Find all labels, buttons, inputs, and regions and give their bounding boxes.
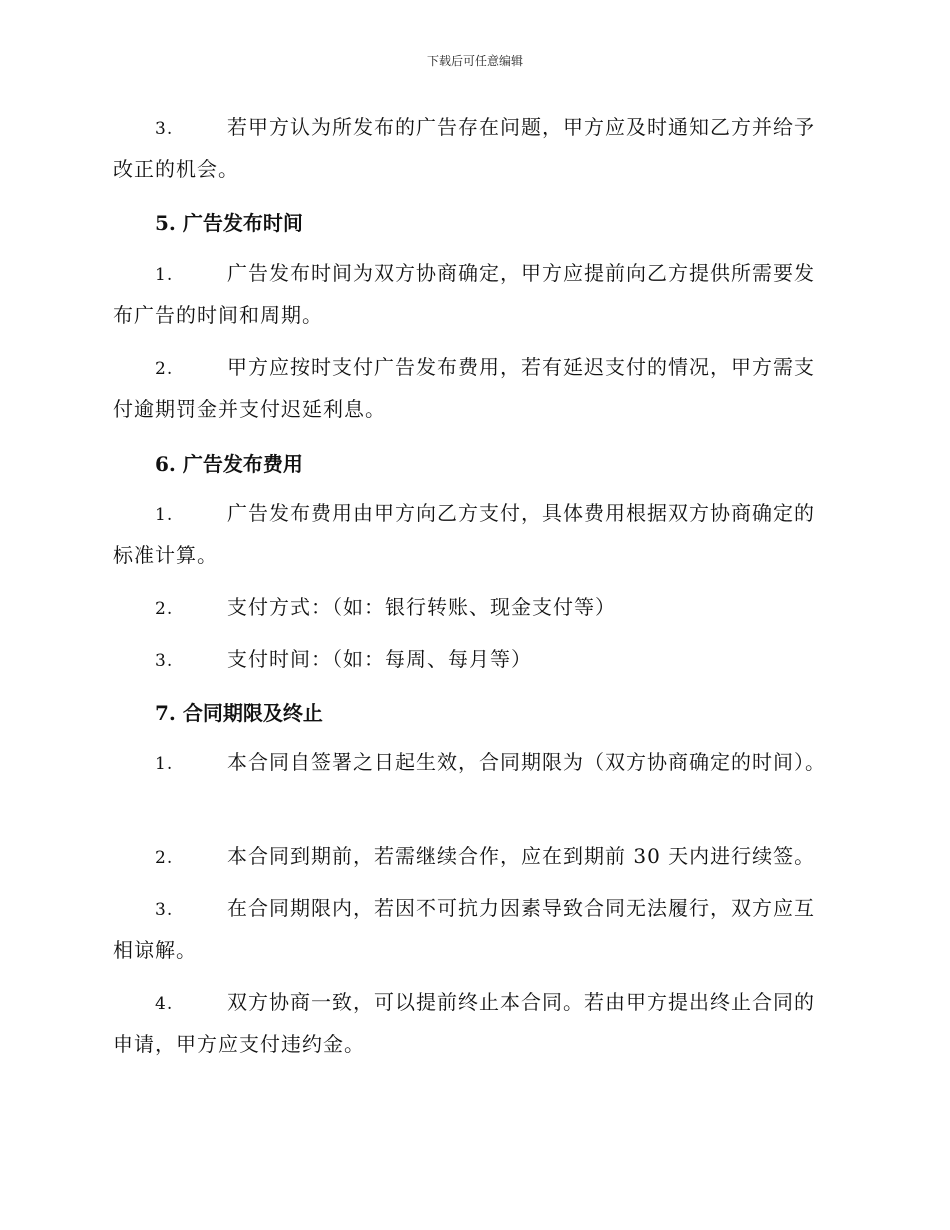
list-item <box>113 982 833 1064</box>
list-item <box>113 742 833 784</box>
item-text: 双方协商一致，可以提前终止本合同。若由甲方提出终止合同的申请，甲方应支付违约金。 <box>113 990 815 1056</box>
item-number: 2. <box>155 848 174 868</box>
section-heading: 7. 合同期限及终止 <box>155 701 323 725</box>
list-item <box>113 107 833 189</box>
list-item <box>113 888 833 970</box>
item-text: 甲方应按时支付广告发布费用，若有延迟支付的情况，甲方需支付逾期罚金并支付迟延利息。 <box>113 355 815 421</box>
list-item <box>113 253 833 335</box>
item-text: 支付时间：（如：每周、每月等） <box>227 647 532 671</box>
item-number: 4. <box>155 994 174 1014</box>
item-text: 广告发布费用由甲方向乙方支付，具体费用根据双方协商确定的标准计算。 <box>113 501 815 567</box>
section-heading: 6. 广告发布费用 <box>155 452 303 476</box>
item-number: 3. <box>155 900 174 920</box>
list-item <box>113 587 833 629</box>
item-text: 广告发布时间为双方协商确定，甲方应提前向乙方提供所需要发布广告的时间和周期。 <box>113 261 815 327</box>
section-heading: 5. 广告发布时间 <box>155 211 303 235</box>
item-text: 支付方式：（如：银行转账、现金支付等） <box>227 595 616 619</box>
item-number: 1. <box>155 505 174 525</box>
item-number: 3. <box>155 119 174 139</box>
list-item <box>113 347 833 429</box>
item-text: 在合同期限内，若因不可抗力因素导致合同无法履行，双方应互相谅解。 <box>113 896 815 962</box>
item-number: 1. <box>155 265 174 285</box>
list-item <box>113 493 833 575</box>
item-text: 若甲方认为所发布的广告存在问题，甲方应及时通知乙方并给予改正的机会。 <box>113 115 815 181</box>
list-item <box>113 639 833 681</box>
list-item <box>113 836 833 878</box>
item-text: 本合同自签署之日起生效，合同期限为（双方协商确定的时间）。 <box>227 750 826 774</box>
item-number: 2. <box>155 599 174 619</box>
item-number: 2. <box>155 359 174 379</box>
page-header: 下载后可任意编辑 <box>426 54 523 68</box>
item-number: 1. <box>155 754 174 774</box>
item-number: 3. <box>155 651 174 671</box>
item-text: 本合同到期前，若需继续合作，应在到期前 30 天内进行续签。 <box>227 844 816 868</box>
